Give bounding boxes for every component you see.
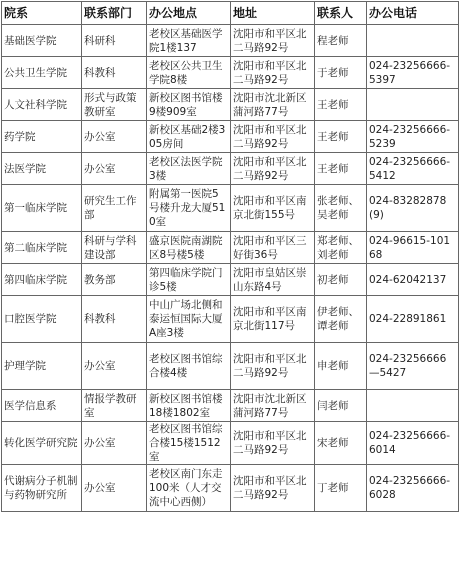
location-cell: 老校区法医学院3楼 xyxy=(147,153,231,185)
office-cell: 科教科 xyxy=(82,57,147,89)
contact-cell: 张老师、吴老师 xyxy=(315,185,367,232)
phone-cell: 024-83282878 (9) xyxy=(367,185,459,232)
dept-cell: 护理学院 xyxy=(2,343,82,390)
contact-cell: 郑老师、刘老师 xyxy=(315,232,367,264)
table-row xyxy=(2,232,459,264)
address-cell: 沈阳市和平区南京北街117号 xyxy=(231,296,315,343)
header-row xyxy=(2,2,459,25)
office-cell: 教务部 xyxy=(82,264,147,296)
contact-directory-table xyxy=(1,1,459,512)
office-cell: 科研科 xyxy=(82,25,147,57)
table-row xyxy=(2,25,459,57)
location-cell: 老校区图书馆综合楼4楼 xyxy=(147,343,231,390)
phone-cell xyxy=(367,390,459,422)
office-cell: 研究生工作部 xyxy=(82,185,147,232)
location-cell: 新校区图书馆楼18楼1802室 xyxy=(147,390,231,422)
office-cell: 办公室 xyxy=(82,465,147,512)
header-address: 地址 xyxy=(231,2,315,25)
header-dept: 院系 xyxy=(2,2,82,25)
office-cell: 办公室 xyxy=(82,153,147,185)
header-office: 联系部门 xyxy=(82,2,147,25)
contact-cell: 王老师 xyxy=(315,121,367,153)
contact-cell: 程老师 xyxy=(315,25,367,57)
dept-cell: 口腔医学院 xyxy=(2,296,82,343)
address-cell: 沈阳市和平区北二马路92号 xyxy=(231,465,315,512)
address-cell: 沈阳市和平区北二马路92号 xyxy=(231,343,315,390)
table-row xyxy=(2,185,459,232)
address-cell: 沈阳市和平区南京北街155号 xyxy=(231,185,315,232)
office-cell: 科研与学科建设部 xyxy=(82,232,147,264)
table-row xyxy=(2,57,459,89)
dept-cell: 第四临床学院 xyxy=(2,264,82,296)
header-contact: 联系人 xyxy=(315,2,367,25)
phone-cell: 024-23256666-6028 xyxy=(367,465,459,512)
address-cell: 沈阳市和平区北二马路92号 xyxy=(231,25,315,57)
location-cell: 老校区图书馆综合楼15楼1512室 xyxy=(147,422,231,465)
header-phone: 办公电话 xyxy=(367,2,459,25)
location-cell: 中山广场北侧和泰运恒国际大厦A座3楼 xyxy=(147,296,231,343)
phone-cell: 024-22891861 xyxy=(367,296,459,343)
location-cell: 老校区基础医学院1楼137 xyxy=(147,25,231,57)
office-cell: 办公室 xyxy=(82,343,147,390)
dept-cell: 基础医学院 xyxy=(2,25,82,57)
phone-cell xyxy=(367,25,459,57)
location-cell: 老校区公共卫生学院8楼 xyxy=(147,57,231,89)
table-row xyxy=(2,153,459,185)
table-row xyxy=(2,465,459,512)
location-cell: 附属第一医院5号楼升龙大厦510室 xyxy=(147,185,231,232)
phone-cell: 024-23256666—5427 xyxy=(367,343,459,390)
table-row xyxy=(2,422,459,465)
contact-cell: 于老师 xyxy=(315,57,367,89)
phone-cell: 024-96615-10168 xyxy=(367,232,459,264)
office-cell: 形式与政策教研室 xyxy=(82,89,147,121)
dept-cell: 医学信息系 xyxy=(2,390,82,422)
address-cell: 沈阳市和平区北二马路92号 xyxy=(231,153,315,185)
phone-cell: 024-23256666-6014 xyxy=(367,422,459,465)
location-cell: 新校区图书馆楼9楼909室 xyxy=(147,89,231,121)
contact-cell: 王老师 xyxy=(315,153,367,185)
dept-cell: 公共卫生学院 xyxy=(2,57,82,89)
dept-cell: 人文社科学院 xyxy=(2,89,82,121)
office-cell: 办公室 xyxy=(82,121,147,153)
table-row xyxy=(2,121,459,153)
address-cell: 沈阳市沈北新区蒲河路77号 xyxy=(231,390,315,422)
dept-cell: 法医学院 xyxy=(2,153,82,185)
dept-cell: 第二临床学院 xyxy=(2,232,82,264)
location-cell: 新校区基础2楼305房间 xyxy=(147,121,231,153)
address-cell: 沈阳市和平区三好街36号 xyxy=(231,232,315,264)
office-cell: 科教科 xyxy=(82,296,147,343)
address-cell: 沈阳市和平区北二马路92号 xyxy=(231,57,315,89)
office-cell: 情报学教研室 xyxy=(82,390,147,422)
contact-cell: 闫老师 xyxy=(315,390,367,422)
contact-cell: 宋老师 xyxy=(315,422,367,465)
table-row xyxy=(2,390,459,422)
phone-cell xyxy=(367,89,459,121)
dept-cell: 药学院 xyxy=(2,121,82,153)
phone-cell: 024-23256666-5412 xyxy=(367,153,459,185)
phone-cell: 024-23256666-5239 xyxy=(367,121,459,153)
address-cell: 沈阳市和平区北二马路92号 xyxy=(231,121,315,153)
dept-cell: 转化医学研究院 xyxy=(2,422,82,465)
contact-cell: 申老师 xyxy=(315,343,367,390)
location-cell: 老校区南门东走100米（人才交流中心西侧） xyxy=(147,465,231,512)
contact-cell: 丁老师 xyxy=(315,465,367,512)
table-row xyxy=(2,343,459,390)
office-cell: 办公室 xyxy=(82,422,147,465)
phone-cell: 024-62042137 xyxy=(367,264,459,296)
location-cell: 第四临床学院门诊5楼 xyxy=(147,264,231,296)
dept-cell: 第一临床学院 xyxy=(2,185,82,232)
table-row xyxy=(2,296,459,343)
address-cell: 沈阳市沈北新区蒲河路77号 xyxy=(231,89,315,121)
address-cell: 沈阳市皇姑区崇山东路4号 xyxy=(231,264,315,296)
dept-cell: 代谢病分子机制与药物研究所 xyxy=(2,465,82,512)
table-row xyxy=(2,89,459,121)
location-cell: 盛京医院南湖院区8号楼5楼 xyxy=(147,232,231,264)
table-row xyxy=(2,264,459,296)
header-location: 办公地点 xyxy=(147,2,231,25)
phone-cell: 024-23256666-5397 xyxy=(367,57,459,89)
contact-cell: 初老师 xyxy=(315,264,367,296)
address-cell: 沈阳市和平区北二马路92号 xyxy=(231,422,315,465)
contact-cell: 王老师 xyxy=(315,89,367,121)
contact-cell: 伊老师、谭老师 xyxy=(315,296,367,343)
